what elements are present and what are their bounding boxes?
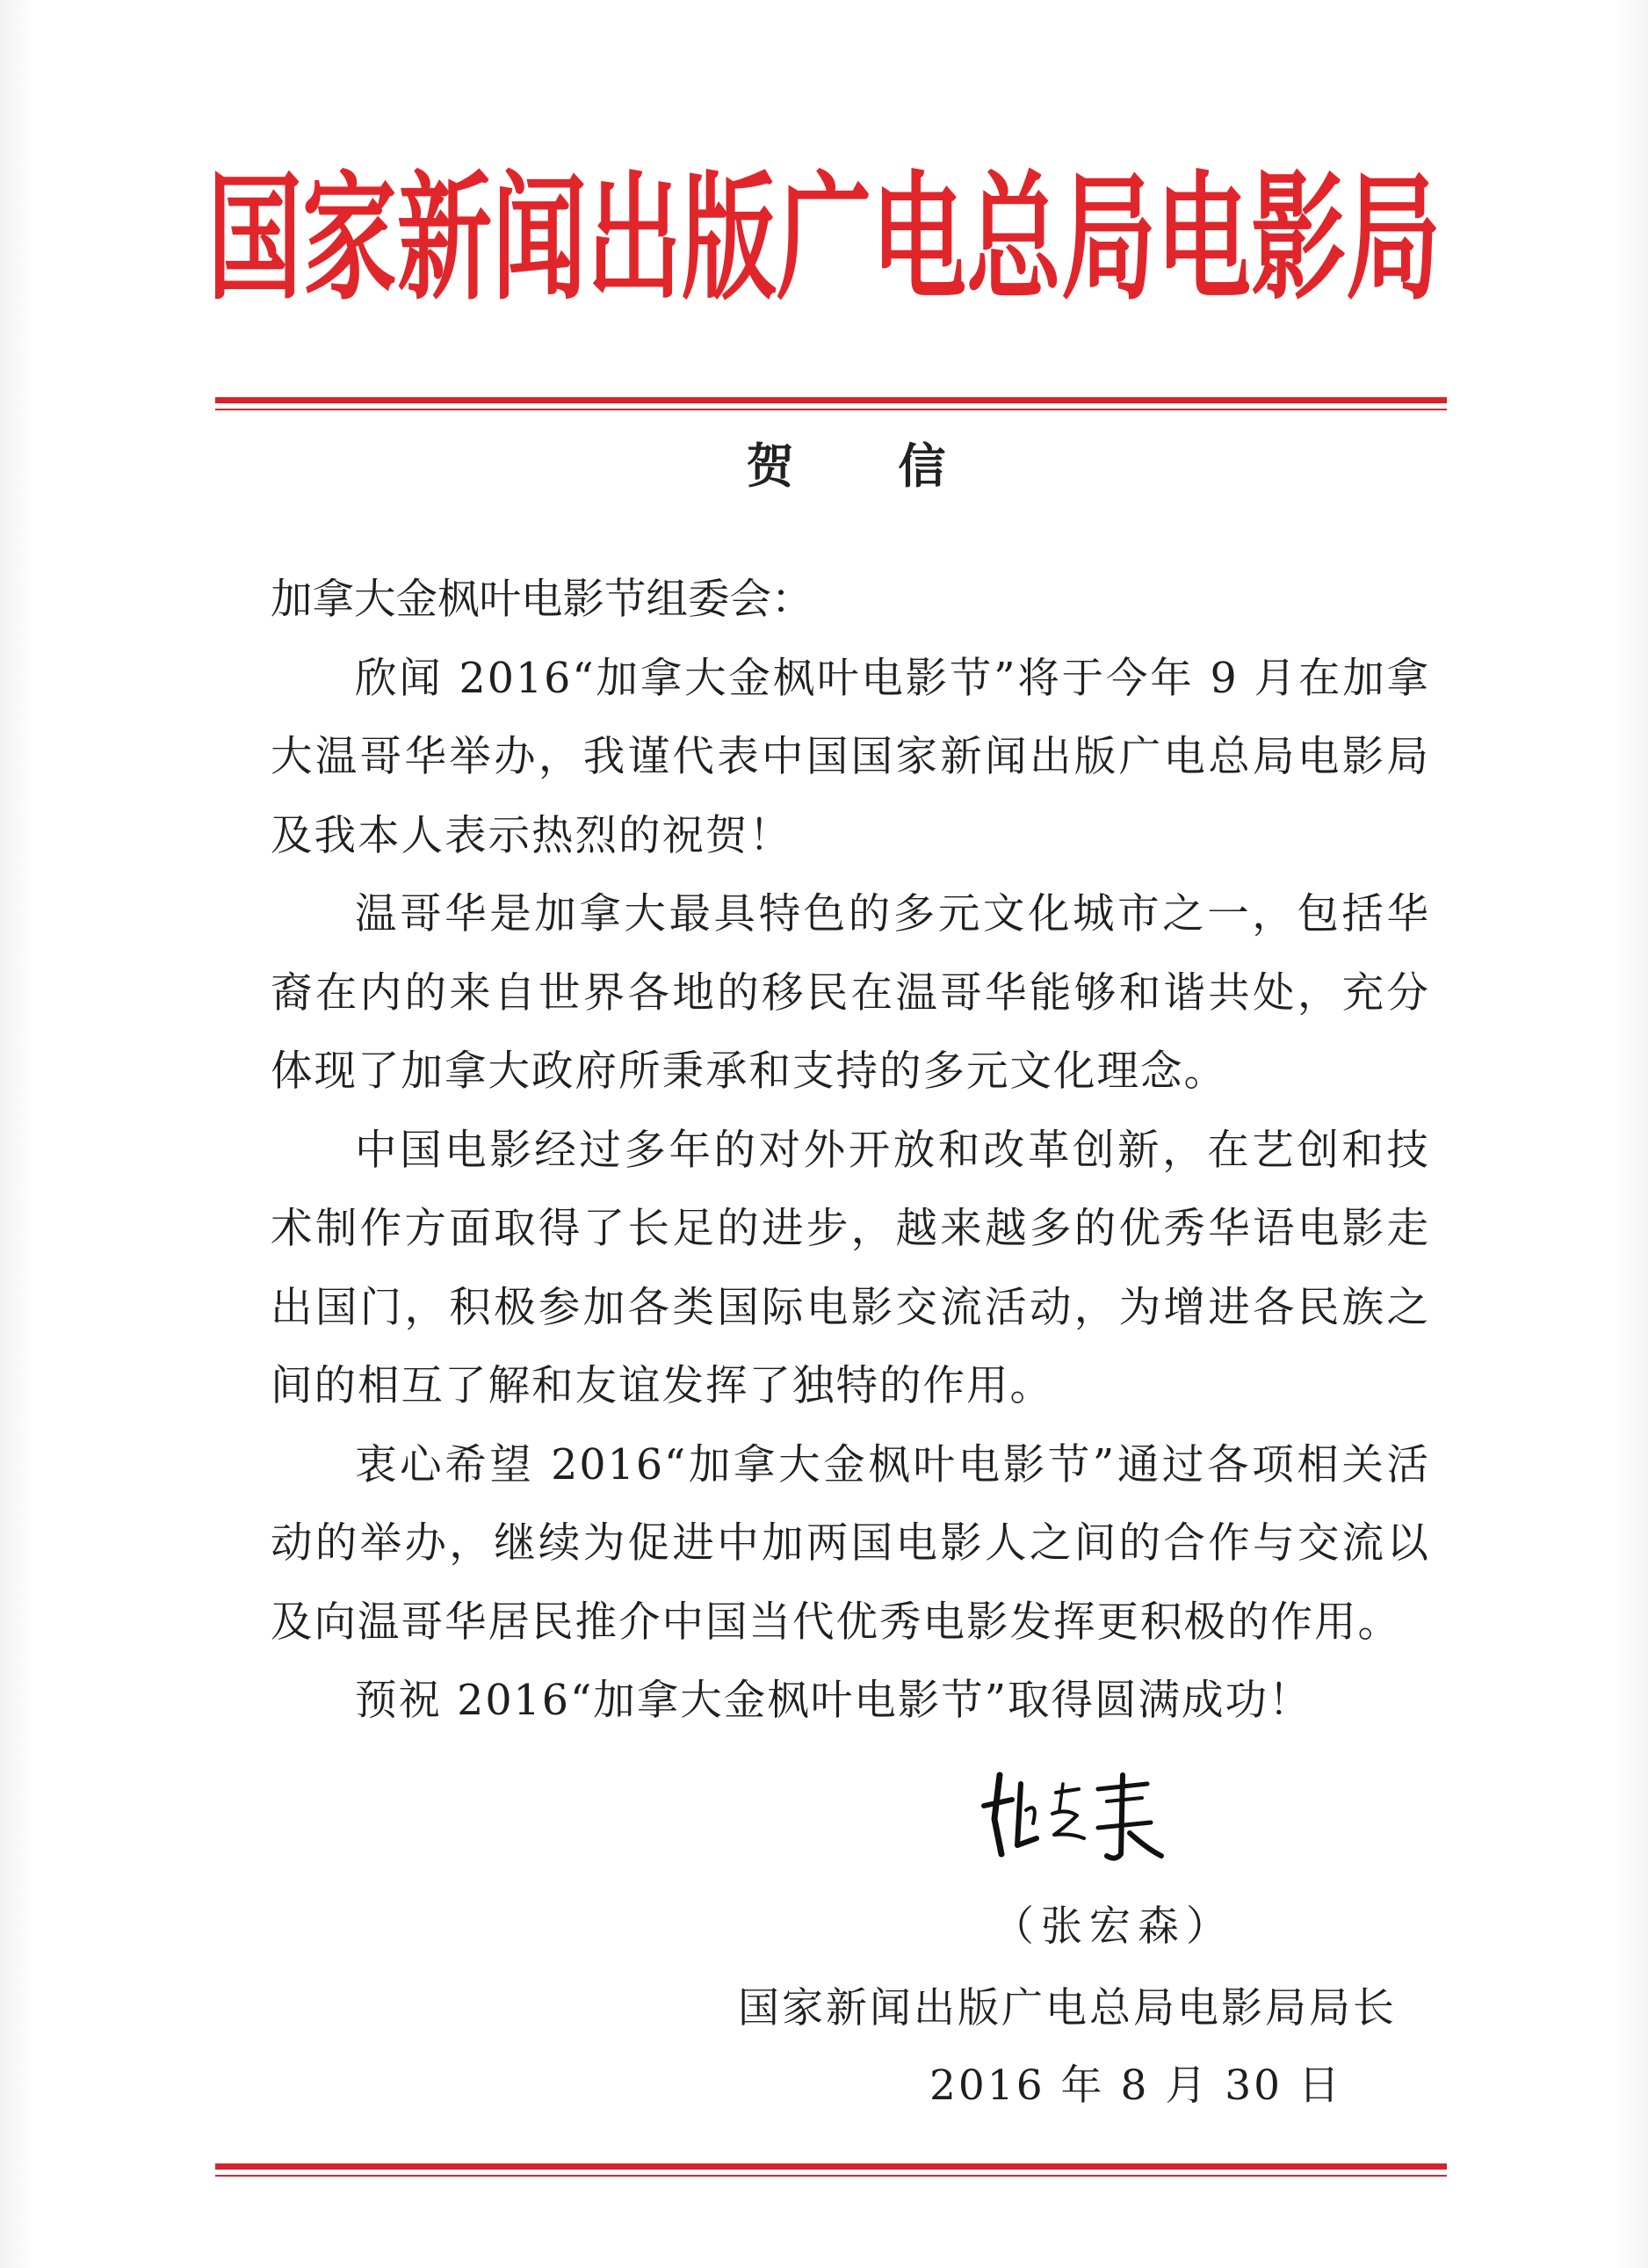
paragraph-3: 中国电影经过多年的对外开放和改革创新，在艺创和技术制作方面取得了长足的进步，越来越多的优秀华语电影走出国门，积极参加各类国际电影交流活动，为增进各民族之间的相互了解和友谊发挥了独特的作用。 [271, 1126, 1430, 1410]
paragraph-1: 欣闻 2016“加拿大金枫叶电影节”将于今年 9 月在加拿大温哥华举办，我谨代表中国国家新闻出版广电总局电影局及我本人表示热烈的祝贺！ [271, 654, 1430, 860]
signature-date: 2016 年 8 月 30 日 [929, 2061, 1343, 2110]
footer-divider [215, 2163, 1447, 2177]
signer-name: （张宏森） [993, 1902, 1234, 1951]
divider-thin-line [215, 2175, 1447, 2177]
signer-title: 国家新闻出版广电总局电影局局长 [738, 1984, 1397, 2033]
document-title: 贺 信 [746, 438, 990, 494]
salutation: 加拿大金枫叶电影节组委会： [271, 576, 813, 624]
paragraph-5: 预祝 2016“加拿大金枫叶电影节”取得圆满成功！ [355, 1677, 1312, 1725]
divider-thin-line [215, 409, 1447, 410]
handwritten-signature [975, 1757, 1168, 1872]
divider-thick-line [215, 2163, 1447, 2170]
letter-body [271, 561, 1430, 1741]
letterhead-divider-top [215, 397, 1447, 410]
paragraph-2: 温哥华是加拿大最具特色的多元文化城市之一，包括华裔在内的来自世界各地的移民在温哥华能够和谐共处，充分体现了加拿大政府所秉承和支持的多元文化理念。 [271, 890, 1430, 1096]
paragraph-4: 衷心希望 2016“加拿大金枫叶电影节”通过各项相关活动的举办，继续为促进中加两国电影人之间的合作与交流以及向温哥华居民推介中国当代优秀电影发挥更积极的作用。 [271, 1440, 1430, 1647]
letterhead-org-name: 国家新闻出版广电总局电影局 [206, 159, 1441, 320]
divider-thick-line [215, 397, 1447, 403]
